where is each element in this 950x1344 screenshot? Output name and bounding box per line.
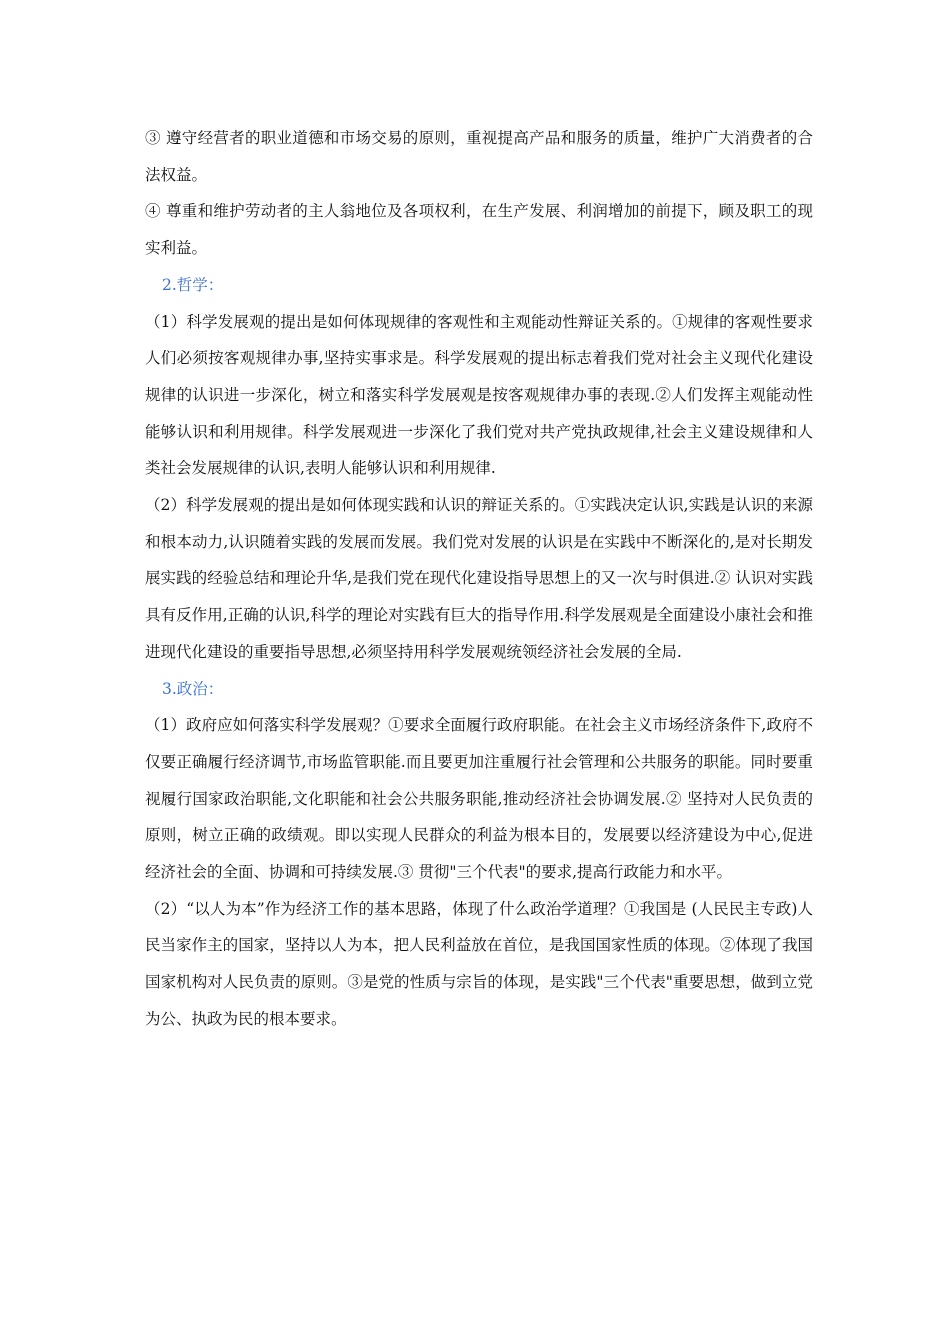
paragraph-philosophy-2: （2）科学发展观的提出是如何体现实践和认识的辩证关系的。①实践决定认识,实践是认识的来源和根本动力,认识随着实践的发展而发展。我们党对发展的认识是在实践中不断深化的,是对长期发展实践的经验总结和理论升华,是我们党在现代化建设指导思想上的又一次与时俱进.② 认识对实践具有反作用,正确的认识,科学的理论对实践有巨大的指导作用.科学发展观是全面建设小康社会和推进现代化建设的重要指导思想,必须坚持用科学发展观统领经济社会发展的全局. bbox=[145, 496, 813, 661]
paragraph-philosophy-1: （1）科学发展观的提出是如何体现规律的客观性和主观能动性辩证关系的。①规律的客观性要求人们必须按客观规律办事,坚持实事求是。科学发展观的提出标志着我们党对社会主义现代化建设规律的认识进一步深化，树立和落实科学发展观是按客观规律办事的表现.②人们发挥主观能动性能够认识和利用规律。科学发展观进一步深化了我们党对共产党执政规律,社会主义建设规律和人类社会发展规律的认识,表明人能够认识和利用规律. bbox=[145, 312, 813, 478]
paragraph-item-4: ④ 尊重和维护劳动者的主人翁地位及各项权利，在生产发展、利润增加的前提下，顾及职工的现实利益。 bbox=[145, 202, 813, 258]
paragraph-item-3: ③ 遵守经营者的职业道德和市场交易的原则，重视提高产品和服务的质量，维护广大消费者的合法权益。 bbox=[145, 129, 813, 184]
paragraph-politics-2: （2）“以人为本”作为经济工作的基本思路，体现了什么政治学道理？①我国是 (人民民主专政)人民当家作主的国家，坚持以人为本，把人民利益放在首位，是我国国家性质的体现。②体现了我国国家机构对人民负责的原则。③是党的性质与宗旨的体现，是实践"三个代表"重要思想，做到立党为公、执政为民的根本要求。 bbox=[145, 899, 813, 1028]
paragraph-politics-1: （1）政府应如何落实科学发展观？①要求全面履行政府职能。在社会主义市场经济条件下,政府不仅要正确履行经济调节,市场监管职能.而且要更加注重履行社会管理和公共服务的职能。同时要重视履行国家政治职能,文化职能和社会公共服务职能,推动经济社会协调发展.② 坚持对人民负责的原则，树立正确的政绩观。即以实现人民群众的利益为根本目的，发展要以经济建设为中心,促进经济社会的全面、协调和可持续发展.③ 贯彻"三个代表"的要求,提高行政能力和水平。 bbox=[145, 716, 813, 882]
section-heading-politics: 3.政治： bbox=[162, 679, 224, 698]
document-body bbox=[145, 120, 813, 1038]
section-heading-philosophy: 2.哲学： bbox=[162, 275, 224, 294]
